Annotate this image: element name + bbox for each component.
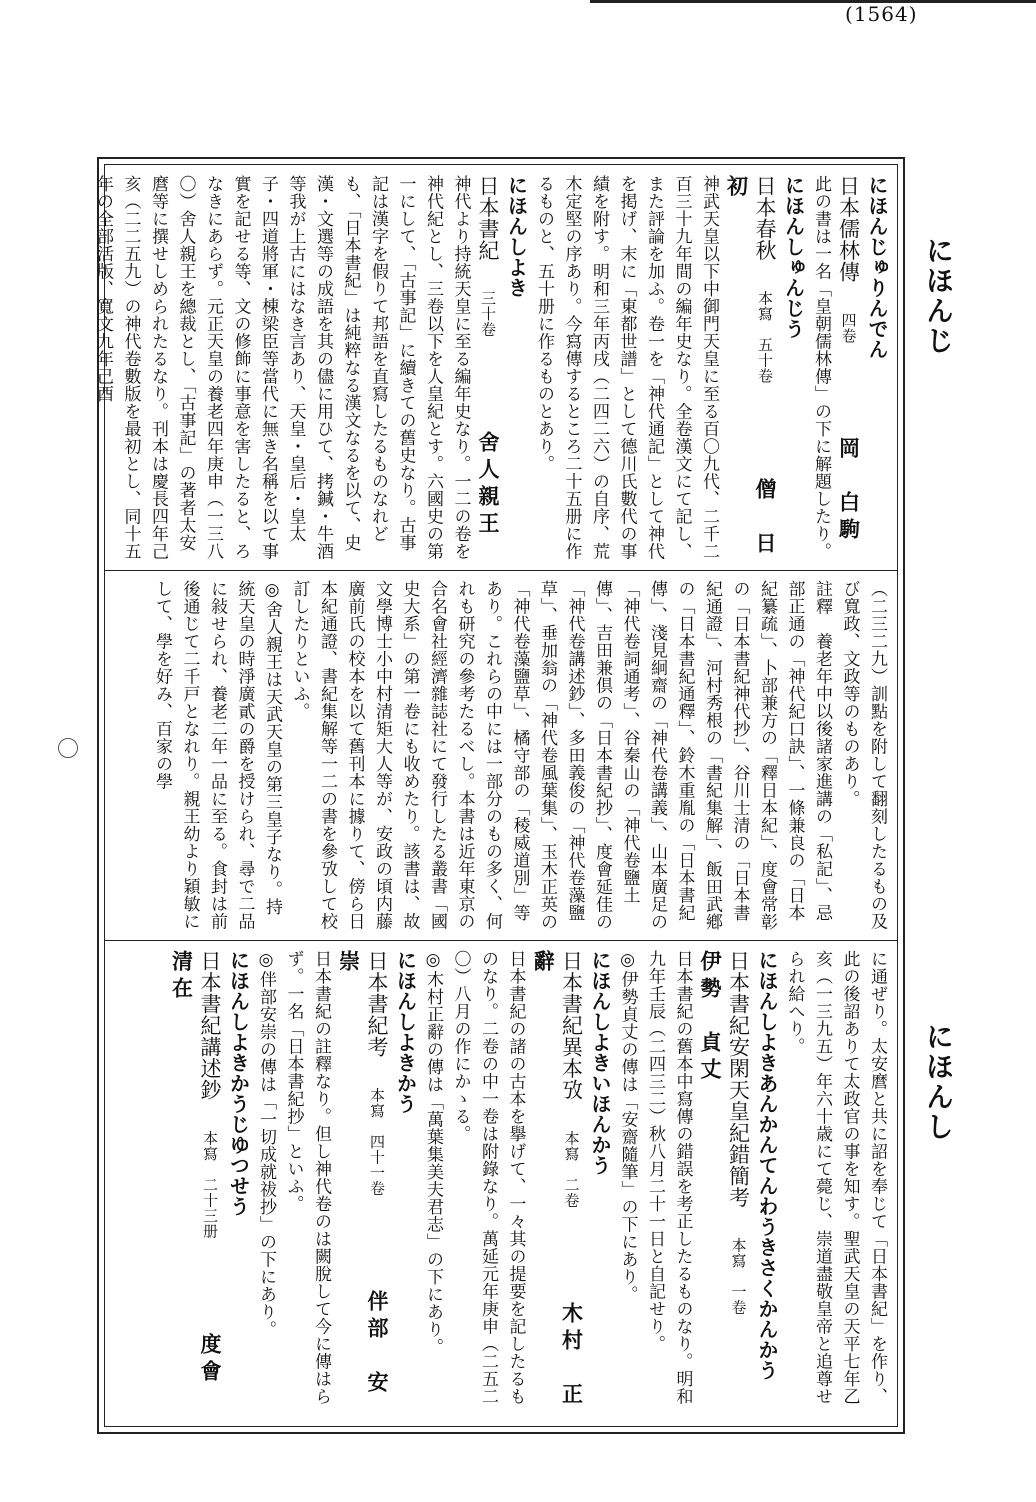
entry-title-line [334, 950, 391, 1420]
entry-description: 神代より持統天皇に至る編年史なり。一二の卷を神代紀とし、三卷以下を人皇紀とす。六國史の第一にして、「古事記」に續きての舊史なり。古事記は漢字を假りて邦語を直寫したるものなれども、「日本書紀」は純粹なる漢文なるを以て、史漢・文選等の成語を其の儘に用ひて、拷鍼・牛酒等我が上古にはなき言あり、天皇・皇后・皇太子・四道將軍・棟梁臣等當代に無き名稱を以て事實を記せる等、文の修飾に事意を害したると、ろなきにあらず。元正天皇の養老四年庚申（一三八〇）舍人親王を總裁とし、「古事記」の著者太安麿等に撰せしめられたるなり。刊本は慶長四年己亥（二二五九）の神代卷數版を最初とし、同十五年の全部活版、寬文九年己酉 [93, 175, 471, 560]
entry-description: 日本書紀の註釋なり。但し神代卷のは闕脫して今に傳はらず。一名「日本書紀抄」といふ。 [283, 950, 331, 1405]
entry-reading: にほんしよきいほんかう [588, 950, 612, 1176]
tier-middle-text [114, 580, 890, 932]
entry-volumes: 四卷 [839, 296, 858, 343]
entry-reading: にほんじゅりんでん [865, 175, 889, 360]
entry-author: 度會 清在 [169, 950, 223, 1414]
entry-description: 神武天皇以下中御門天皇に至る百〇九代、二千二百三十九年間の編年史なり。全卷漢文にて記し、また評論を加ふ。卷一を「神代通記」として神代を掲げ、末に「東都世譜」として德川氏數代の事績を附す。明和三年丙戌（二四二六）の自序、荒木定堅の序あり。今寫傳するところ二十五册に作るものと、五十册に作るものとあり。 [534, 175, 719, 560]
tier-top [93, 175, 890, 563]
entry-title: 日本書紀考 [365, 950, 389, 1058]
entry-reading: にほんしよきかうじゆつせう [226, 950, 251, 1217]
entry-volumes: 本寫 五十卷 [756, 275, 774, 384]
entry-reading: にほんしよきあんかんてんわうきさくかんかう [755, 950, 779, 1381]
entry-author: 伊勢 貞丈 [698, 950, 752, 1409]
entry-description: 日本書紀の舊本中寫傳の錯誤を考正したるものなり。明和九年壬辰（二四三二）秋八月二十一日と自記せり。 [645, 950, 693, 1405]
entry-author: 岡 白駒 [836, 383, 862, 545]
entry-author: 伴部 安崇 [336, 950, 390, 1398]
top-rule [590, 0, 1036, 3]
entry-description: （二三二九）訓點を附して翻刻したるもの及び寬政、文政等のものあり。 [839, 580, 887, 930]
entry-description: ◎伊勢貞丈の傳は「安齋隨筆」の下にあり。 [617, 950, 638, 1303]
tier-divider-1 [104, 570, 898, 571]
entry-description: 此の書は一名「皇朝儒林傳」の下に解題したり。 [811, 175, 831, 560]
entry-description: ◎木村正辭の傳は「萬葉集美夫君志」の下にあり。 [423, 950, 443, 1356]
entry-title: 日本春秋 [753, 175, 777, 261]
entry-author: 僧 日初 [724, 175, 778, 559]
tier-divider-2 [104, 940, 898, 941]
entry-title-line [834, 175, 863, 563]
entry-title-line [696, 950, 753, 1420]
entry-reading: にほんしよきかう [393, 950, 418, 1114]
tier-bottom-text [114, 950, 890, 1420]
entry-description: ◎舍人親王は天武天皇の第三皇子なり。持統天皇の時淨廣貳の爵を授けられ、尋で二品に敍せられ、養老二年一品に至る。食封は前後通じて二千戸となれり。親王幼より穎敏にして、學を好み、百家の學 [152, 580, 282, 930]
entry-title-line [722, 175, 779, 563]
entry-reading: にほんしゅんじう [781, 175, 806, 339]
entry-title-line [529, 950, 586, 1420]
running-head-top: にほんじ [922, 236, 955, 356]
entry-volumes: 本寫 二十三册 [201, 1114, 219, 1239]
entry-volumes: 本寫 一卷 [729, 1222, 748, 1315]
entry-description: 註釋 養老年中以後諸家進講の「私記」、忌部正通の「神代紀口訣」、一條兼良の「日本紀纂疏」、卜部兼方の「釋日本紀」、度會常彰の「日本書紀神代抄」、谷川士清の「日本書紀通證」、河村秀根の「書紀集解」、飯田武鄕の「日本書紀通釋」、鈴木重胤の「日本書紀傳」、淺見絅齋の「神代卷講義」、山本廣足の「神代卷詞通考」、谷秦山の「神代卷鹽土傳」、吉田兼倶の「日本書紀抄」、度會延佳の「神代卷講述鈔」、多田義俊の「神代卷藻鹽草」、垂加翁の「神代卷風葉集」、玉木正英の「神代卷藻鹽草」、橘守部の「稜威道別」等あり。これらの中には一部分のもの多く、何れも研究の參考たるべし。本書は近年東京の合名會社經濟雜誌社にて發行したる叢書「國史大系」の第一卷にも收めたり。該書は、故文學博士小中村清矩大人等が、安政の頃内藤廣前氏の校本を以て舊刊本に據りて、傍ら日本紀通證、書紀集解等一二の書を參攷して校訂したりといふ。 [289, 580, 832, 931]
entry-author: 舍人親王 [476, 377, 501, 539]
entry-volumes: 本寫 四十一卷 [368, 1071, 386, 1196]
entry-title: 日本書紀講述鈔 [198, 950, 222, 1101]
entry-volumes: 本寫 二卷 [562, 1114, 581, 1208]
tier-middle [114, 580, 890, 932]
entry-title: 日本書紀 [476, 175, 500, 261]
entry-title: 日本書紀安閑天皇紀錯簡考 [726, 950, 751, 1208]
entry-title: 日本書紀異本攷 [559, 950, 584, 1101]
entry-description: 日本書紀の諸の古本を擧げて、一々其の提要を記したるものなり。二卷の中一卷は附錄なり。萬延元年庚申（二五二〇）八月の作にかゝる。 [450, 950, 526, 1405]
entry-title: 日本儒林傳 [836, 175, 861, 283]
margin-mark [58, 738, 78, 758]
entry-reading: にほんしよき [504, 175, 529, 298]
entry-title-line [167, 950, 224, 1420]
entry-description: ◎伴部安崇の傳は「一切成就祓抄」の下にあり。 [256, 950, 276, 1338]
entry-title-line [474, 175, 503, 563]
page-number: ( 1564 ) [845, 2, 918, 26]
tier-bottom [114, 950, 890, 1420]
entry-description: に通ぜり。太安麿と共に詔を奉じて「日本書紀」を作り、此の後詔ありて太政官の事を知す。聖武天皇の天平七年乙亥（一三九五）年六十歳にて薨じ、崇道盡敬皇帝と追尊せられ給へり。 [784, 950, 887, 1405]
entry-volumes: 三十卷 [479, 275, 497, 337]
running-head-bottom: にほんし [922, 1022, 955, 1142]
tier-top-text [93, 175, 890, 563]
entry-author: 木村 正辭 [531, 950, 585, 1410]
